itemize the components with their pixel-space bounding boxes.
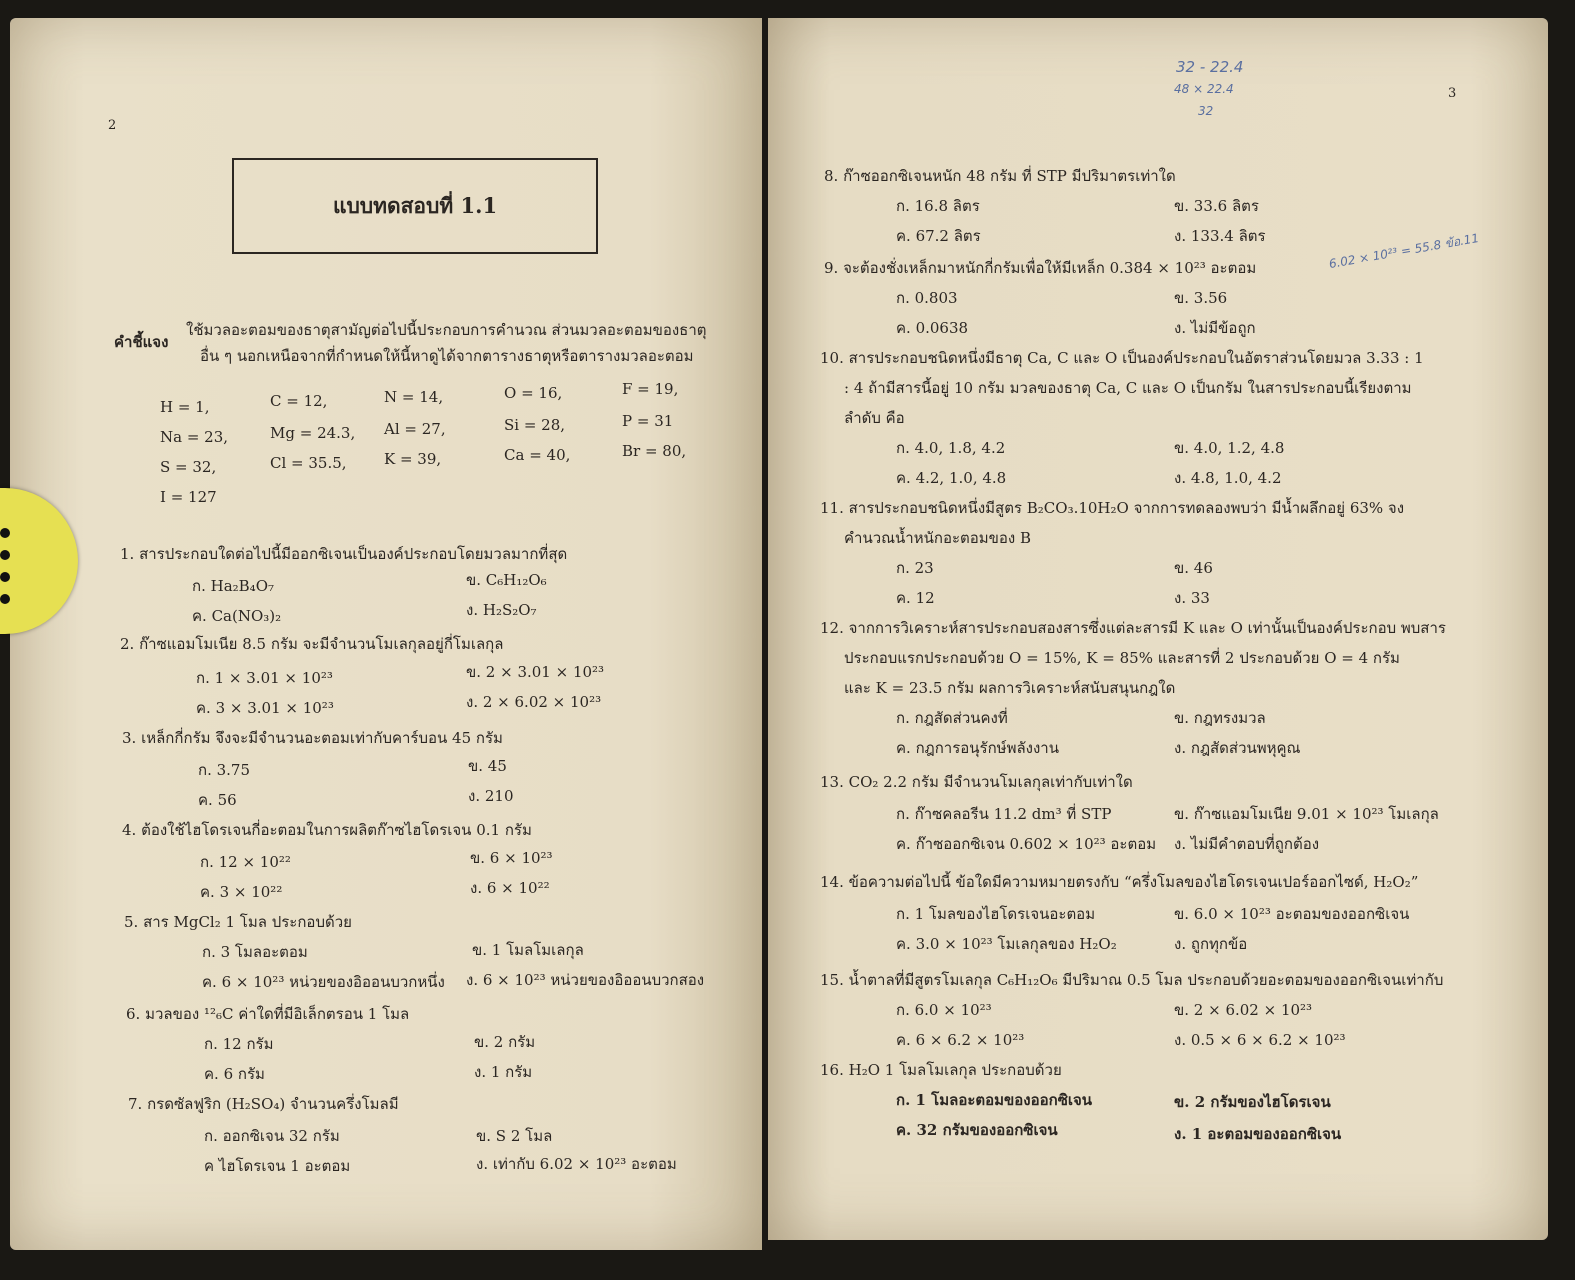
question-4: 4. ต้องใช้ไฮโดรเจนกี่อะตอมในการผลิตก๊าซไฮโดรเจน 0.1 กรัม	[122, 821, 532, 839]
q7-option-d: ง. เท่ากับ 6.02 × 10²³ อะตอม	[476, 1155, 677, 1173]
question-10-line-3: ลำดับ คือ	[844, 409, 905, 427]
instruction-line-2: อื่น ๆ นอกเหนือจากที่กำหนดให้นี้หาดูได้จากตารางธาตุหรือตารางมวลอะตอม	[200, 347, 694, 365]
q12-option-b: ข. กฎทรงมวล	[1174, 709, 1266, 727]
mass-n: N = 14,	[384, 388, 444, 406]
mass-ca: Ca = 40,	[504, 446, 571, 464]
q1-option-c: ค. Ca(NO₃)₂	[192, 607, 282, 625]
tab-dot	[0, 594, 10, 604]
mass-br: Br = 80,	[622, 442, 687, 460]
q8-option-a: ก. 16.8 ลิตร	[896, 197, 980, 215]
mass-k: K = 39,	[384, 450, 442, 468]
q12-option-c: ค. กฎการอนุรักษ์พลังงาน	[896, 739, 1059, 757]
q16-option-d: ง. 1 อะตอมของออกซิเจน	[1174, 1125, 1342, 1143]
q3-option-a: ก. 3.75	[198, 761, 251, 779]
q1-option-b: ข. C₆H₁₂O₆	[466, 571, 547, 589]
q9-option-c: ค. 0.0638	[896, 319, 969, 337]
q5-option-a: ก. 3 โมลอะตอม	[202, 943, 308, 961]
mass-i: I = 127	[160, 488, 217, 506]
question-11-line-1: 11. สารประกอบชนิดหนึ่งมีสูตร B₂CO₃.10H₂O จากการทดลองพบว่า มีน้ำผลึกอยู่ 63% จง	[820, 499, 1405, 517]
q2-option-b: ข. 2 × 3.01 × 10²³	[466, 663, 605, 681]
q15-option-c: ค. 6 × 6.2 × 10²³	[896, 1031, 1025, 1049]
question-3: 3. เหล็กกี่กรัม จึงจะมีจำนวนอะตอมเท่ากับคาร์บอน 45 กรัม	[122, 729, 503, 747]
q3-option-d: ง. 210	[468, 787, 514, 805]
q4-option-b: ข. 6 × 10²³	[470, 849, 553, 867]
page-number: 2	[108, 118, 117, 133]
q16-option-b: ข. 2 กรัมของไฮโดรเจน	[1174, 1093, 1331, 1111]
q2-option-c: ค. 3 × 3.01 × 10²³	[196, 699, 334, 717]
q8-option-c: ค. 67.2 ลิตร	[896, 227, 981, 245]
q13-option-a: ก. ก๊าซคลอรีน 11.2 dm³ ที่ STP	[896, 805, 1112, 823]
tab-dot	[0, 572, 10, 582]
tab-dot	[0, 550, 10, 560]
instruction-line-1: ใช้มวลอะตอมของธาตุสามัญต่อไปนี้ประกอบการคำนวณ ส่วนมวลอะตอมของธาตุ	[186, 321, 707, 339]
mass-na: Na = 23,	[160, 428, 229, 446]
q15-option-b: ข. 2 × 6.02 × 10²³	[1174, 1001, 1313, 1019]
question-12-line-3: และ K = 23.5 กรัม ผลการวิเคราะห์สนับสนุนกฎใด	[844, 679, 1176, 697]
q13-option-d: ง. ไม่มีคำตอบที่ถูกต้อง	[1174, 835, 1320, 853]
q3-option-b: ข. 45	[468, 757, 507, 775]
q12-option-a: ก. กฎสัดส่วนคงที่	[896, 709, 1008, 727]
mass-c: C = 12,	[270, 392, 328, 410]
q15-option-a: ก. 6.0 × 10²³	[896, 1001, 992, 1019]
q1-option-a: ก. Ha₂B₄O₇	[192, 577, 275, 595]
tab-dot	[0, 528, 10, 538]
q14-option-a: ก. 1 โมลของไฮโดรเจนอะตอม	[896, 905, 1096, 923]
q14-option-b: ข. 6.0 × 10²³ อะตอมของออกซิเจน	[1174, 905, 1410, 923]
q13-option-b: ข. ก๊าซแอมโมเนีย 9.01 × 10²³ โมเลกุล	[1174, 805, 1439, 823]
question-5: 5. สาร MgCl₂ 1 โมล ประกอบด้วย	[124, 913, 352, 931]
q6-option-a: ก. 12 กรัม	[204, 1035, 274, 1053]
question-14: 14. ข้อความต่อไปนี้ ข้อใดมีความหมายตรงกับ “ครึ่งโมลของไฮโดรเจนเปอร์ออกไซด์, H₂O₂”	[820, 873, 1419, 891]
q9-option-d: ง. ไม่มีข้อถูก	[1174, 319, 1256, 337]
handwritten-note-3: 32	[1198, 104, 1214, 118]
q10-option-c: ค. 4.2, 1.0, 4.8	[896, 469, 1007, 487]
question-10-line-1: 10. สารประกอบชนิดหนึ่งมีธาตุ Ca, C และ O เป็นองค์ประกอบในอัตราส่วนโดยมวล 3.33 : 1	[820, 349, 1424, 367]
q14-option-d: ง. ถูกทุกข้อ	[1174, 935, 1248, 953]
q7-option-c: ค ไฮโดรเจน 1 อะตอม	[204, 1157, 351, 1175]
q2-option-a: ก. 1 × 3.01 × 10²³	[196, 669, 333, 687]
question-7: 7. กรดซัลฟูริก (H₂SO₄) จำนวนครึ่งโมลมี	[128, 1095, 399, 1113]
left-page	[10, 18, 762, 1250]
mass-mg: Mg = 24.3,	[270, 424, 356, 442]
q8-option-d: ง. 133.4 ลิตร	[1174, 227, 1266, 245]
q9-option-a: ก. 0.803	[896, 289, 958, 307]
question-9: 9. จะต้องชั่งเหล็กมาหนักกี่กรัมเพื่อให้มีเหล็ก 0.384 × 10²³ อะตอม	[824, 259, 1257, 277]
question-15: 15. น้ำตาลที่มีสูตรโมเลกุล C₆H₁₂O₆ มีปริมาณ 0.5 โมล ประกอบด้วยอะตอมของออกซิเจนเท่ากับ	[820, 971, 1444, 989]
q1-option-d: ง. H₂S₂O₇	[466, 601, 537, 619]
question-12-line-1: 12. จากการวิเคราะห์สารประกอบสองสารซึ่งแต่ละสารมี K และ O เท่านั้นเป็นองค์ประกอบ พบสาร	[820, 619, 1446, 637]
question-1: 1. สารประกอบใดต่อไปนี้มีออกซิเจนเป็นองค์ประกอบโดยมวลมากที่สุด	[120, 545, 568, 563]
q6-option-c: ค. 6 กรัม	[204, 1065, 265, 1083]
q11-option-a: ก. 23	[896, 559, 934, 577]
q16-option-a: ก. 1 โมลอะตอมของออกซิเจน	[896, 1091, 1093, 1109]
q6-option-b: ข. 2 กรัม	[474, 1033, 536, 1051]
q5-option-d: ง. 6 × 10²³ หน่วยของอิออนบวกสอง	[466, 971, 705, 989]
page-number: 3	[1448, 86, 1457, 101]
handwritten-note-2: 48 × 22.4	[1174, 82, 1234, 96]
q9-option-b: ข. 3.56	[1174, 289, 1228, 307]
q10-option-b: ข. 4.0, 1.2, 4.8	[1174, 439, 1285, 457]
q10-option-a: ก. 4.0, 1.8, 4.2	[896, 439, 1006, 457]
mass-al: Al = 27,	[384, 420, 446, 438]
q6-option-d: ง. 1 กรัม	[474, 1063, 533, 1081]
question-11-line-2: คำนวณน้ำหนักอะตอมของ B	[844, 529, 1032, 547]
mass-f: F = 19,	[622, 380, 679, 398]
question-12-line-2: ประกอบแรกประกอบด้วย O = 15%, K = 85% และสารที่ 2 ประกอบด้วย O = 4 กรัม	[844, 649, 1400, 667]
handwritten-note-4: 6.02 × 10²³ = 55.8 ข้อ.11	[1327, 230, 1480, 272]
q2-option-d: ง. 2 × 6.02 × 10²³	[466, 693, 602, 711]
q7-option-a: ก. ออกซิเจน 32 กรัม	[204, 1127, 340, 1145]
q10-option-d: ง. 4.8, 1.0, 4.2	[1174, 469, 1282, 487]
q7-option-b: ข. S 2 โมล	[476, 1127, 553, 1145]
q14-option-c: ค. 3.0 × 10²³ โมเลกุลของ H₂O₂	[896, 935, 1117, 953]
test-title: แบบทดสอบที่ 1.1	[332, 192, 498, 218]
question-13: 13. CO₂ 2.2 กรัม มีจำนวนโมเลกุลเท่ากับเท่าใด	[820, 773, 1133, 791]
q16-option-c: ค. 32 กรัมของออกซิเจน	[896, 1121, 1058, 1139]
q4-option-d: ง. 6 × 10²²	[470, 879, 550, 897]
q4-option-a: ก. 12 × 10²²	[200, 853, 291, 871]
test-title-box	[232, 158, 598, 254]
q11-option-b: ข. 46	[1174, 559, 1213, 577]
right-page	[768, 18, 1548, 1240]
q11-option-c: ค. 12	[896, 589, 935, 607]
q3-option-c: ค. 56	[198, 791, 237, 809]
question-6: 6. มวลของ ¹²₆C ค่าใดที่มีอิเล็กตรอน 1 โมล	[126, 1005, 410, 1023]
mass-p: P = 31	[622, 412, 674, 430]
question-16: 16. H₂O 1 โมลโมเลกุล ประกอบด้วย	[820, 1061, 1062, 1079]
q15-option-d: ง. 0.5 × 6 × 6.2 × 10²³	[1174, 1031, 1346, 1049]
question-10-line-2: : 4 ถ้ามีสารนี้อยู่ 10 กรัม มวลของธาตุ Ca, C และ O เป็นกรัม ในสารประกอบนี้เรียงตาม	[844, 379, 1412, 397]
q12-option-d: ง. กฎสัดส่วนพหุคูณ	[1174, 739, 1301, 757]
question-8: 8. ก๊าซออกซิเจนหนัก 48 กรัม ที่ STP มีปริมาตรเท่าใด	[824, 167, 1176, 185]
q4-option-c: ค. 3 × 10²²	[200, 883, 283, 901]
mass-si: Si = 28,	[504, 416, 566, 434]
mass-s: S = 32,	[160, 458, 217, 476]
mass-o: O = 16,	[504, 384, 563, 402]
q5-option-b: ข. 1 โมลโมเลกุล	[472, 941, 584, 959]
q8-option-b: ข. 33.6 ลิตร	[1174, 197, 1259, 215]
question-2: 2. ก๊าซแอมโมเนีย 8.5 กรัม จะมีจำนวนโมเลกุลอยู่กี่โมเลกุล	[120, 635, 504, 653]
instruction-label: คำชี้แจง	[114, 333, 169, 351]
q5-option-c: ค. 6 × 10²³ หน่วยของอิออนบวกหนึ่ง	[202, 973, 445, 991]
q11-option-d: ง. 33	[1174, 589, 1210, 607]
mass-h: H = 1,	[160, 398, 210, 416]
q13-option-c: ค. ก๊าซออกซิเจน 0.602 × 10²³ อะตอม	[896, 835, 1157, 853]
mass-cl: Cl = 35.5,	[270, 454, 347, 472]
handwritten-note-1: 32 - 22.4	[1176, 58, 1244, 76]
